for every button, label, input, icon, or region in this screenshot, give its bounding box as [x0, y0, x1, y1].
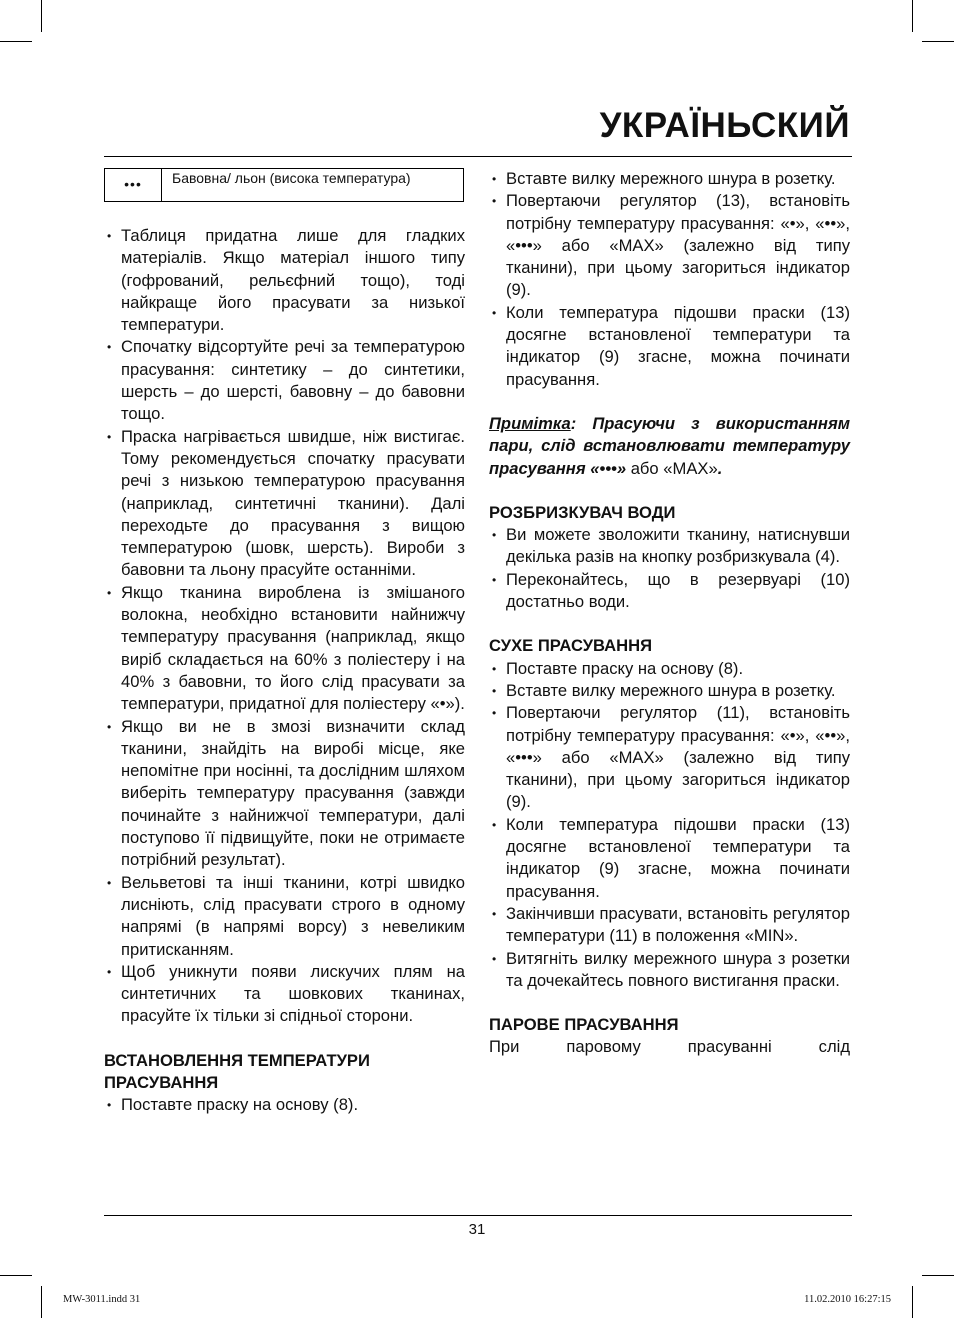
list-item: • Повертаючи регулятор (13), встановіть потрібну температуру прасування: «•», «••», «•••» або «MAX» (залежно від типу тканини), при цьому загориться індикатор (9).	[489, 190, 850, 301]
crop-mark	[922, 41, 954, 42]
temperature-table	[104, 168, 464, 202]
spacer	[104, 1028, 465, 1050]
temperature-symbol: •••	[105, 169, 162, 202]
crop-mark	[912, 1286, 913, 1318]
list-item: • Якщо тканина вироблена із змішаного волокна, необхідно встановити найнижчу температуру прасування (наприклад, якщо виріб складається на 60% з поліестеру і на 40% з бавовни, то його слід прасувати за температури, придатної для поліестеру «•»).	[104, 582, 465, 716]
list-item: • Поставте праску на основу (8).	[489, 658, 850, 680]
spacer	[489, 992, 850, 1014]
list-item: • Коли температура підошви праски (13) досягне встановленої температури та індикатор (9) згасне, можна починати прасування.	[489, 814, 850, 903]
note-plain: або «MAX»	[630, 458, 718, 478]
tips-list	[104, 225, 465, 1028]
crop-mark	[0, 1275, 32, 1276]
steam-paragraph: При паровому прасуванні слід	[489, 1037, 850, 1057]
page-number: 31	[468, 1221, 486, 1238]
list-item: • Вставте вилку мережного шнура в розетку.	[489, 168, 850, 190]
print-footer-file: MW-3011.indd 31	[63, 1294, 141, 1305]
section-heading-sprayer: РОЗБРИЗКУВАЧ ВОДИ	[489, 502, 676, 522]
note-text: : Прасуючи з використанням пари, слід встановлювати температуру прасування «•••»	[489, 413, 850, 478]
temperature-description: Бавовна/ льон (висока температура)	[162, 169, 464, 202]
spacer	[489, 480, 850, 502]
note-label: Примітка	[489, 413, 571, 433]
list-item: • Ви можете зволожити тканину, натиснувши декілька разів на кнопку розбризкувала (4).	[489, 524, 850, 569]
section-heading-steam-ironing: ПАРОВЕ ПРАСУВАННЯ	[489, 1015, 679, 1035]
crop-mark	[41, 0, 42, 32]
section-heading-temperature: ВСТАНОВЛЕННЯ ТЕМПЕРАТУРИ ПРАСУВАННЯ	[104, 1050, 370, 1092]
list-item: • Повертаючи регулятор (11), встановіть потрібну температуру прасування: «•», «••», «•••» або «MAX» (залежно від типу тканини), при цьому загориться індикатор (9).	[489, 702, 850, 813]
temperature-steps-continued	[489, 168, 850, 391]
crop-mark	[41, 1286, 42, 1318]
list-item: • Таблиця придатна лише для гладких матеріалів. Якщо матеріал іншого типу (гофрований, рельєфний тощо), тоді найкраще його прасувати за низької температури.	[104, 225, 465, 336]
left-column	[104, 168, 465, 1117]
sprayer-list	[489, 524, 850, 613]
dry-ironing-list	[489, 658, 850, 992]
list-item: • Закінчивши прасувати, встановіть регулятор температури (11) в положення «MIN».	[489, 903, 850, 948]
list-item: • Якщо ви не в змозі визначити склад тканини, знайдіть на виробі місце, яке непомітне при носінні, та дослідним шляхом виберіть температуру прасування (завжди починайте з найнижчої температури, далі поступово її підвищуйте, поки не отримаєте потрібний результат).	[104, 716, 465, 872]
right-column	[489, 168, 850, 1059]
list-item: • Щоб уникнути появи лискучих плям на синтетичних та шовкових тканинах, прасуйте їх тільки зі спідньої сторони.	[104, 961, 465, 1028]
spacer	[489, 391, 850, 413]
crop-mark	[912, 0, 913, 32]
crop-mark	[922, 1275, 954, 1276]
table-row	[105, 169, 464, 202]
list-item: • Праска нагрівається швидше, ніж вистигає. Тому рекомендується спочатку прасувати речі з низькою температурою прасування (наприклад, синтетичні тканини). Далі переходьте до прасування з вищою температурою (шовк, шерсть). Вироби з бавовни та льону прасуйте останніми.	[104, 426, 465, 582]
list-item: • Поставте праску на основу (8).	[104, 1094, 465, 1116]
list-item: • Переконайтесь, що в резервуарі (10) достатньо води.	[489, 569, 850, 614]
crop-mark	[0, 41, 32, 42]
list-item: • Спочатку відсортуйте речі за температурою прасування: синтетику – до синтетики, шерсть – до шерсті, бавовну – до бавовни тощо.	[104, 336, 465, 425]
temperature-steps-list	[104, 1094, 465, 1116]
section-heading-dry-ironing: СУХЕ ПРАСУВАННЯ	[489, 636, 653, 656]
spacer	[489, 613, 850, 635]
list-item: • Коли температура підошви праски (13) досягне встановленої температури та індикатор (9) згасне, можна починати прасування.	[489, 302, 850, 391]
note-paragraph	[489, 413, 850, 480]
print-footer-date: 11.02.2010 16:27:15	[804, 1294, 891, 1305]
list-item: • Вставте вилку мережного шнура в розетку.	[489, 680, 850, 702]
list-item: • Вельветові та інші тканини, котрі швидко лисніють, слід прасувати строго в одному напрямі (в напрямі ворсу) з невеликим притисканням.	[104, 872, 465, 961]
page-title: УКРАЇНЬСКИЙ	[599, 106, 850, 145]
note-end: .	[717, 458, 723, 478]
footer-rule	[104, 1215, 852, 1216]
list-item: • Витягніть вилку мережного шнура з розетки та дочекайтесь повного вистигання праски.	[489, 948, 850, 993]
header-rule	[104, 156, 852, 157]
